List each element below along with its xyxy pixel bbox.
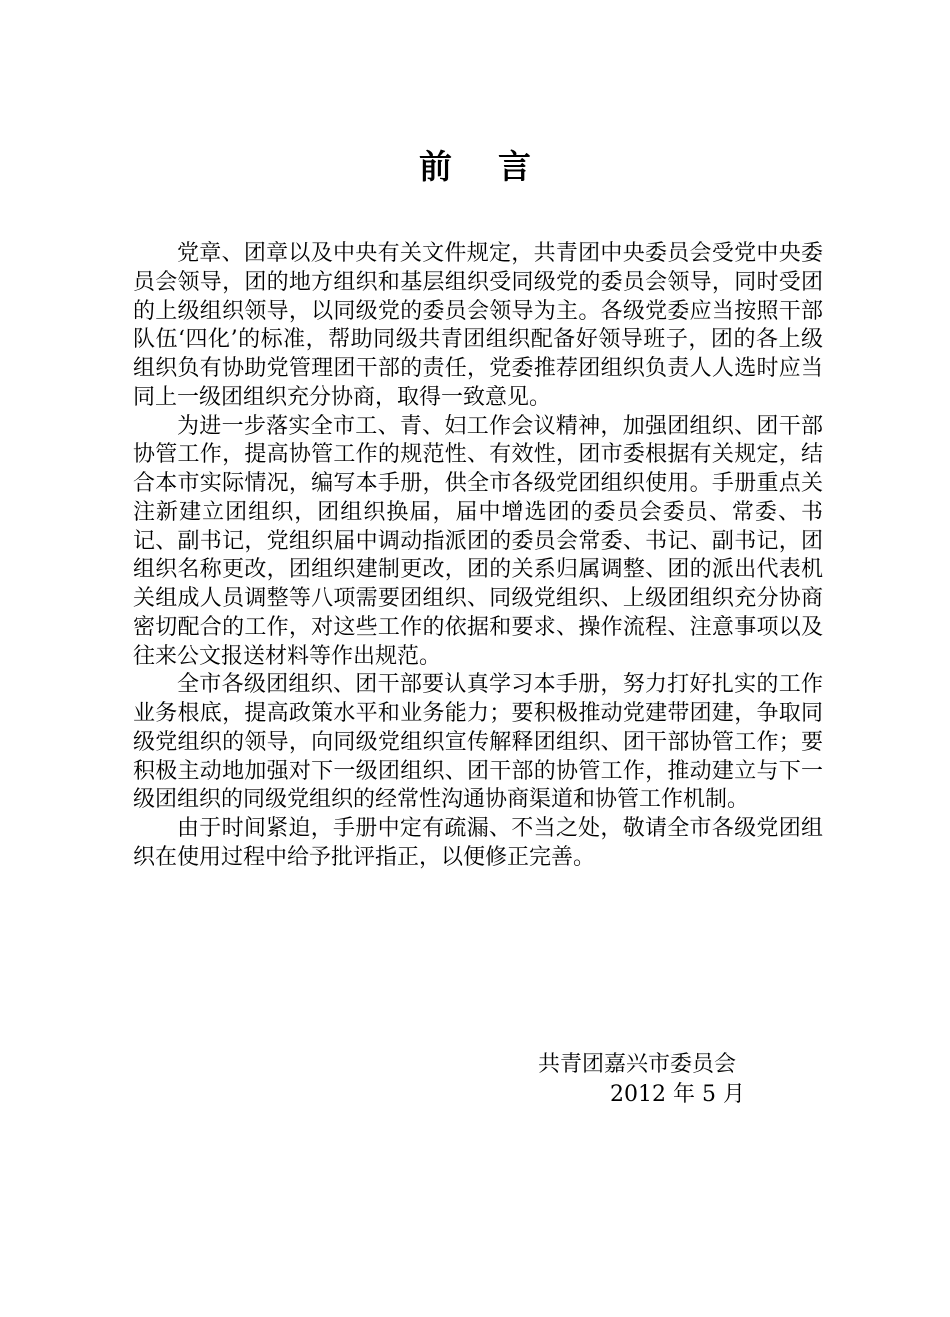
paragraph-1: 党章、团章以及中央有关文件规定，共青团中央委员会受党中央委员会领导，团的地方组织和基层组织受同级党的委员会领导，同时受团的上级组织领导，以同级党的委员会领导为主。各级党委应当按照干部队伍‘四化’的标准，帮助同级共青团组织配备好领导班子，团的各上级组织负有协助党管理团干部的责任，党委推荐团组织负责人人选时应当同上一级团组织充分协商，取得一致意见。 (133, 241, 823, 410)
paragraph-4: 由于时间紧迫，手册中定有疏漏、不当之处，敬请全市各级党团组织在使用过程中给予批评指正，以便修正完善。 (133, 816, 823, 870)
paragraph-2: 为进一步落实全市工、青、妇工作会议精神，加强团组织、团干部协管工作，提高协管工作的规范性、有效性，团市委根据有关规定，结合本市实际情况，编写本手册，供全市各级党团组织使用。手册重点关注新建立团组织，团组织换届，届中增选团的委员会委员、常委、书记、副书记，党组织届中调动指派团的委员会常委、书记、副书记，团组织名称更改，团组织建制更改，团的关系归属调整、团的派出代表机关组成人员调整等八项需要团组织、同级党组织、上级团组织充分协商密切配合的工作，对这些工作的依据和要求、操作流程、注意事项以及往来公文报送材料等作出规范。 (133, 413, 823, 669)
signature-block (538, 1050, 798, 1110)
preface-body (133, 240, 823, 873)
signature-date: 2012 年 5 月 (610, 1082, 745, 1107)
page-title: 前 言 (419, 147, 531, 186)
signature-organization: 共青团嘉兴市委员会 (538, 1052, 737, 1077)
paragraph-3: 全市各级团组织、团干部要认真学习本手册，努力打好扎实的工作业务根底，提高政策水平和业务能力；要积极推动党建带团建，争取同级党组织的领导，向同级党组织宣传解释团组织、团干部协管工作；要积极主动地加强对下一级团组织、团干部的协管工作，推动建立与下一级团组织的同级党组织的经常性沟通协商渠道和协管工作机制。 (133, 672, 823, 813)
